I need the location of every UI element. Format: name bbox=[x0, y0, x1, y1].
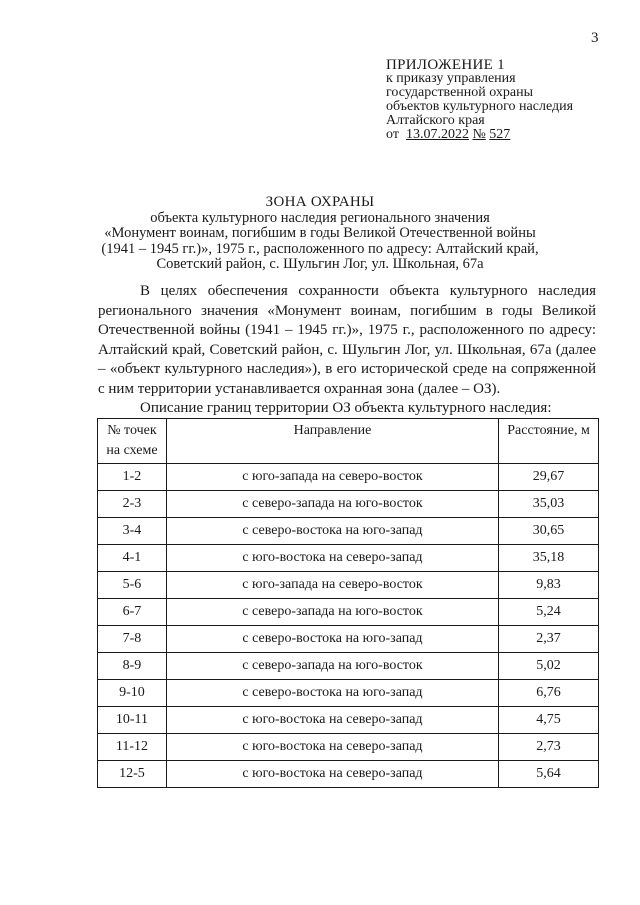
appendix-header bbox=[386, 58, 573, 142]
cell-direction: с северо-востока на юго-запад bbox=[166, 680, 498, 707]
table-row bbox=[98, 491, 599, 518]
table-row bbox=[98, 626, 599, 653]
appendix-line: государственной охраны bbox=[386, 85, 534, 100]
heading-line: объекта культурного наследия регионального значения bbox=[150, 209, 490, 226]
table-row bbox=[98, 680, 599, 707]
cell-points: 10-11 bbox=[98, 707, 167, 734]
document-heading bbox=[100, 195, 540, 273]
cell-distance: 2,73 bbox=[499, 734, 599, 761]
cell-direction: с юго-востока на северо-запад bbox=[166, 707, 498, 734]
heading-line: «Монумент воинам, погибшим в годы Великой Отечественной войны bbox=[104, 225, 536, 241]
page-number: 3 bbox=[591, 30, 599, 46]
table-body bbox=[98, 464, 599, 788]
cell-distance: 5,64 bbox=[499, 761, 599, 788]
cell-points: 4-1 bbox=[98, 545, 167, 572]
table-row bbox=[98, 653, 599, 680]
order-date: 13.07.2022 bbox=[405, 127, 469, 142]
cell-points: 1-2 bbox=[98, 464, 167, 491]
header-distance: Расстояние, м bbox=[499, 419, 599, 464]
appendix-line: Алтайского края bbox=[386, 113, 485, 128]
header-direction: Направление bbox=[166, 419, 498, 464]
body-text bbox=[98, 282, 596, 419]
cell-distance: 29,67 bbox=[499, 464, 599, 491]
cell-points: 6-7 bbox=[98, 599, 167, 626]
cell-points: 5-6 bbox=[98, 572, 167, 599]
cell-points: 11-12 bbox=[98, 734, 167, 761]
table-row bbox=[98, 545, 599, 572]
cell-distance: 4,75 bbox=[499, 707, 599, 734]
cell-direction: с юго-запада на северо-восток bbox=[166, 464, 498, 491]
cell-direction: с северо-запада на юго-восток bbox=[166, 653, 498, 680]
boundary-table bbox=[97, 418, 599, 788]
cell-direction: с северо-запада на юго-восток bbox=[166, 491, 498, 518]
appendix-date-line bbox=[386, 128, 573, 142]
heading-line: Советский район, с. Шульгин Лог, ул. Школьная, 67а bbox=[156, 256, 484, 272]
cell-direction: с северо-востока на юго-запад bbox=[166, 626, 498, 653]
table-row bbox=[98, 518, 599, 545]
paragraph-purpose: В целях обеспечения сохранности объекта культурного наследия регионального значения «Монумент воинам, погибшим в годы Великой Отечественной войны (1941 – 1945 гг.)», 1975 г., расположенного по адресу: Алтайский край, Советский район, с. Шульгин Лог, ул. Школьная, 67а (далее – «объект культурного наследия»), в его исторической среде на сопряженной с ним территории устанавливается охранная зона (далее – ОЗ). bbox=[98, 283, 596, 397]
cell-direction: с северо-запада на юго-восток bbox=[166, 599, 498, 626]
cell-points: 7-8 bbox=[98, 626, 167, 653]
table-row bbox=[98, 707, 599, 734]
order-number: 527 bbox=[489, 127, 511, 142]
table-header-row bbox=[98, 419, 599, 464]
cell-distance: 35,03 bbox=[499, 491, 599, 518]
cell-direction: с северо-востока на юго-запад bbox=[166, 518, 498, 545]
appendix-line: к приказу управления bbox=[386, 71, 516, 86]
table-row bbox=[98, 734, 599, 761]
cell-direction: с юго-востока на северо-запад bbox=[166, 761, 498, 788]
cell-distance: 9,83 bbox=[499, 572, 599, 599]
cell-points: 2-3 bbox=[98, 491, 167, 518]
date-prefix: от bbox=[386, 127, 399, 142]
cell-distance: 5,02 bbox=[499, 653, 599, 680]
table-row bbox=[98, 572, 599, 599]
paragraph-description: Описание границ территории ОЗ объекта культурного наследия: bbox=[140, 400, 552, 416]
table-row bbox=[98, 599, 599, 626]
appendix-title: ПРИЛОЖЕНИЕ 1 bbox=[386, 57, 505, 73]
cell-distance: 2,37 bbox=[499, 626, 599, 653]
cell-distance: 30,65 bbox=[499, 518, 599, 545]
cell-direction: с юго-востока на северо-запад bbox=[166, 545, 498, 572]
appendix-line: объектов культурного наследия bbox=[386, 99, 574, 114]
number-prefix: № bbox=[472, 127, 486, 142]
cell-direction: с юго-востока на северо-запад bbox=[166, 734, 498, 761]
cell-points: 12-5 bbox=[98, 761, 167, 788]
table-row bbox=[98, 761, 599, 788]
cell-distance: 5,24 bbox=[499, 599, 599, 626]
header-points: № точек на схеме bbox=[98, 419, 167, 464]
cell-direction: с юго-запада на северо-восток bbox=[166, 572, 498, 599]
heading-line: (1941 – 1945 гг.)», 1975 г., расположенного по адресу: Алтайский край, bbox=[101, 240, 539, 257]
cell-points: 8-9 bbox=[98, 653, 167, 680]
table-row bbox=[98, 464, 599, 491]
cell-points: 3-4 bbox=[98, 518, 167, 545]
cell-distance: 35,18 bbox=[499, 545, 599, 572]
heading-title: ЗОНА ОХРАНЫ bbox=[265, 194, 375, 210]
cell-points: 9-10 bbox=[98, 680, 167, 707]
cell-distance: 6,76 bbox=[499, 680, 599, 707]
